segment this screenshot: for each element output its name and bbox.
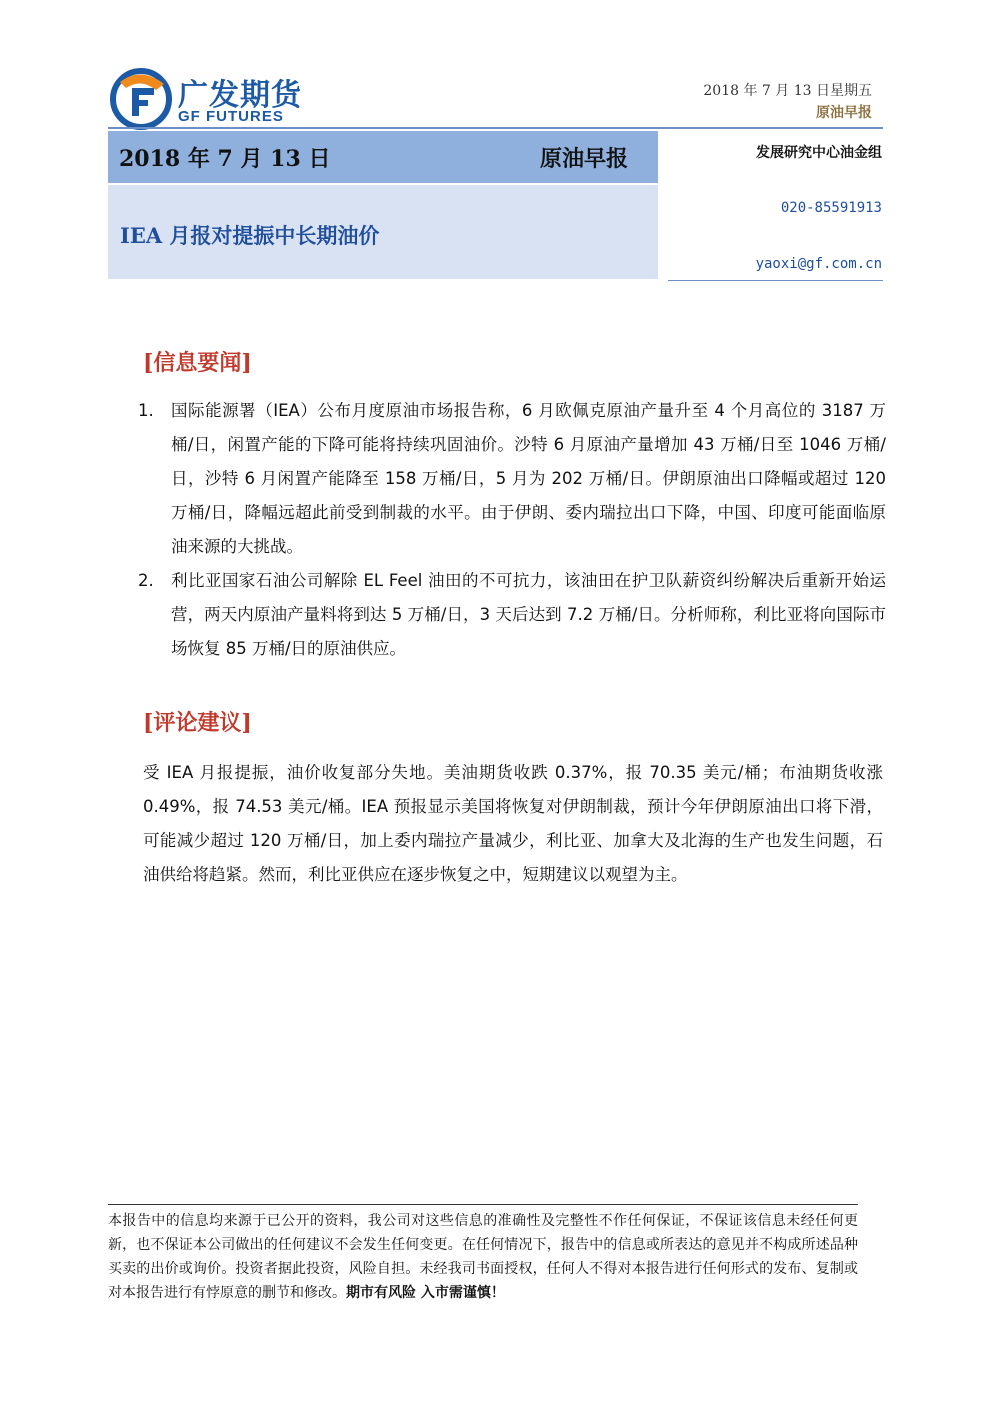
list-item-text: 国际能源署（IEA）公布月度原油市场报告称，6 月欧佩克原油产量升至 4 个月高位的 3187 万桶/日，闲置产能的下降可能将持续巩固油价。沙特 6 月原油产量增加 43 万桶/日至 1046 万桶/日，沙特 6 月闲置产能降至 158 万桶/日，5 月为 202 万桶/日。伊朗原油出口降幅或超过 120 万桶/日，降幅远超此前受到制裁的水平。由于伊朗、委内瑞拉出口下降，中国、印度可能面临原油来源的大挑战。 (171, 401, 886, 556)
logo-en-text: GF FUTURES (178, 108, 284, 125)
company-logo (108, 68, 368, 132)
section-heading-news: [信息要闻] (143, 350, 252, 376)
email-link[interactable]: yaoxi@gf.com.cn (755, 256, 882, 272)
list-item-number: 1. (138, 401, 154, 420)
logo-cn-text: 广发期货 (178, 78, 302, 113)
disclaimer-divider (108, 1204, 858, 1205)
comment-paragraph: 受 IEA 月报提振，油价收复部分失地。美油期货收跌 0.37%，报 70.35 美元/桶；布油期货收涨 0.49%，报 74.53 美元/桶。IEA 预报显示美国将恢复对伊朗制裁，预计今年伊朗原油出口将下滑，可能减少超过 120 万桶/日，加上委内瑞拉产量减少，利比亚、加拿大及北海的生产也发生问题，石油供给将趋紧。然而，利比亚供应在逐步恢复之中，短期建议以观望为主。 (143, 763, 883, 884)
report-date: 2018 年 7 月 13 日星期五 (703, 83, 872, 99)
list-item-text: 利比亚国家石油公司解除 EL Feel 油田的不可抗力，该油田在护卫队薪资纠纷解决后重新开始运营，两天内原油产量料将到达 5 万桶/日，3 天后达到 7.2 万桶/日。分析师称，利比亚将向国际市场恢复 85 万桶/日的原油供应。 (171, 571, 886, 658)
contact-divider (668, 280, 883, 281)
risk-warning: 期市有风险 入市需谨慎！ (346, 1285, 505, 1301)
report-title: IEA 月报对提振中长期油价 (120, 223, 380, 248)
list-item (138, 564, 886, 666)
phone-number: 020-85591913 (780, 200, 882, 216)
report-type: 原油早报 (816, 105, 872, 121)
list-item (138, 394, 886, 564)
band-date: 2018 年 7 月 13 日 (119, 146, 331, 172)
top-divider (108, 127, 883, 129)
department: 发展研究中心油金组 (756, 145, 882, 161)
disclaimer-text: 本报告中的信息均来源于已公开的资料，我公司对这些信息的准确性及完整性不作任何保证，不保证该信息未经任何更新，也不保证本公司做出的任何建议不会发生任何变更。在任何情况下，报告中的信息或所表达的意见并不构成所述品种买卖的出价或询价。投资者据此投资，风险自担。未经我司书面授权，任何人不得对本报告进行任何形式的发布、复制或对本报告进行有悖原意的删节和修改。 (108, 1213, 858, 1301)
section-heading-comment: [评论建议] (143, 710, 252, 736)
band-type: 原油早报 (540, 146, 629, 172)
news-list (138, 394, 886, 666)
list-item-number: 2. (138, 571, 154, 590)
gf-logo-icon (108, 68, 174, 130)
disclaimer (108, 1209, 858, 1305)
